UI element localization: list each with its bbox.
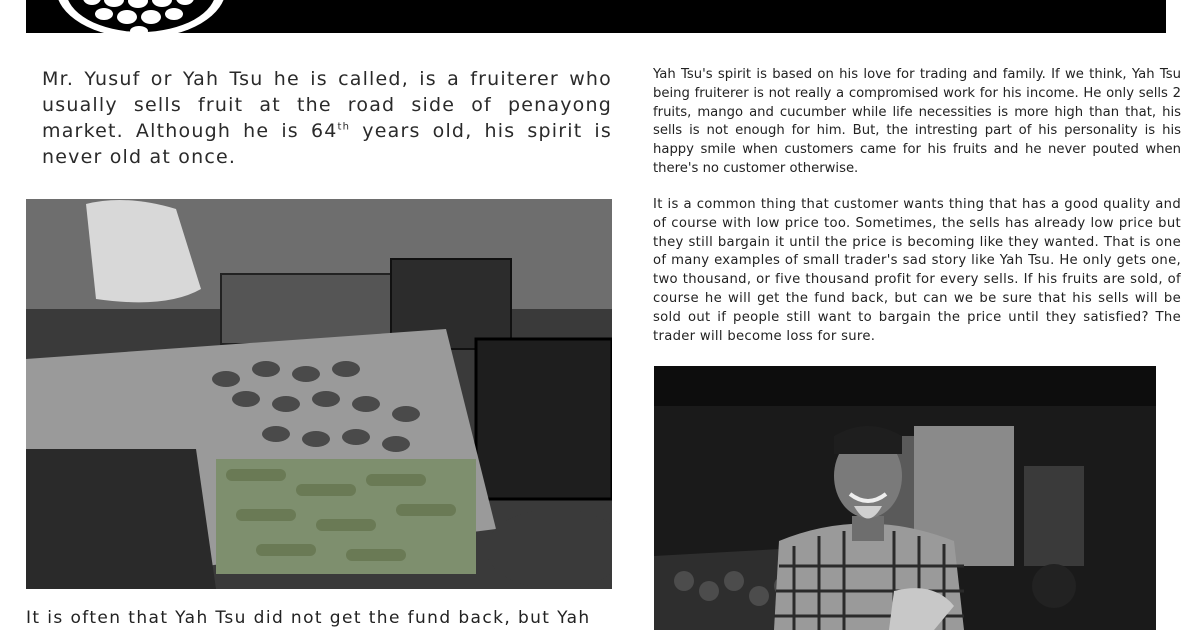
intro-text-part2: years old, his spirit is never old at once.	[42, 120, 612, 168]
intro-paragraph	[42, 66, 612, 170]
bottom-paragraph: It is often that Yah Tsu did not get the fund back, but Yah	[26, 608, 591, 628]
turtle-shell-logo	[52, 0, 230, 44]
intro-superscript: th	[337, 121, 351, 133]
fruiterer-portrait-photo	[654, 366, 1156, 630]
intro-text-part1: Mr. Yusuf or Yah Tsu he is called, is a fruiterer who usually sells fruit at the road side of penayong market. Although he is 64	[42, 68, 612, 142]
market-fruit-photo	[26, 199, 612, 589]
right-paragraph-1: Yah Tsu's spirit is based on his love for trading and family. If we think, Yah Tsu being fruiterer is not really a compromised work for his income. He only sells 2 fruits, mango and cucumber while life necessities is more high than that, his sells is not enough for him. But, the intresting part of his personality is his happy smile when customers came for his fruits and he never pouted when there's no customer otherwise.	[653, 67, 1181, 176]
right-paragraph-2: It is a common thing that customer wants thing that has a good quality and of course with low price too. Sometimes, the sells has already low price but they still bargain it until the price is becoming like they wanted. That is one of many examples of small trader's sad story like Yah Tsu. He only gets one, two thousand, or five thousand profit for every sells. If his fruits are sold, of course he will get the fund back, but can we be sure that his sells will be sold out if people still want to bargain the price until they satisfied? The trader will become loss for sure.	[653, 197, 1181, 344]
